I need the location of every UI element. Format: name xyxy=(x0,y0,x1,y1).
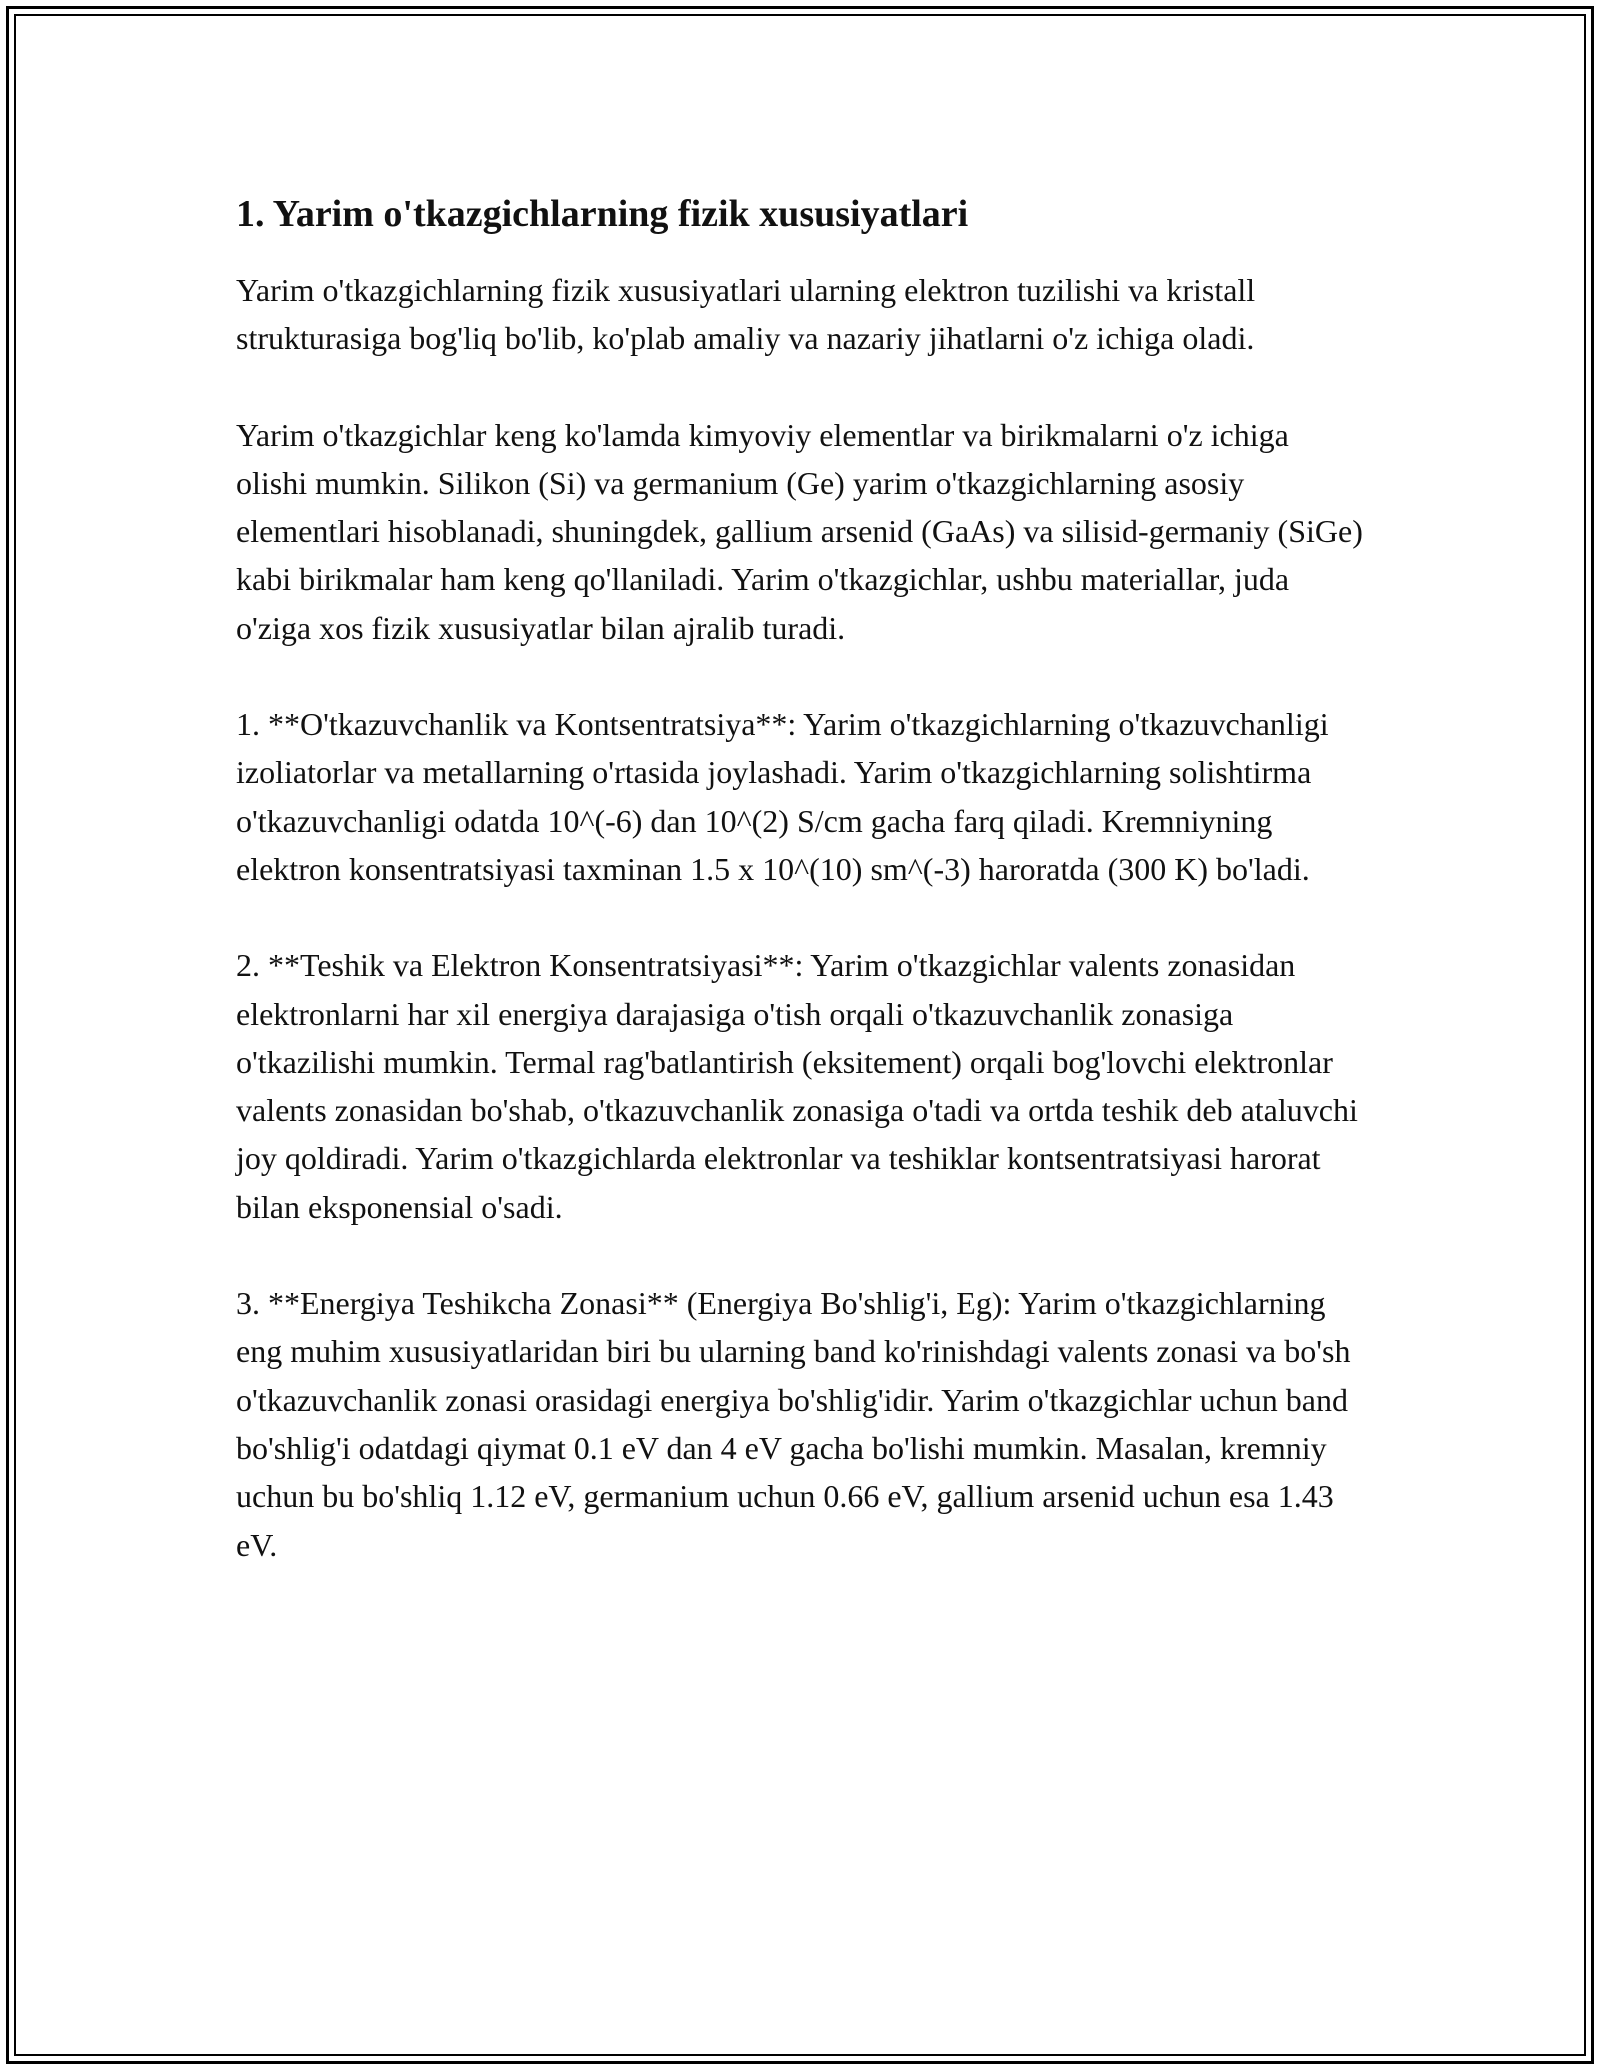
paragraph-conductivity: 1. **O'tkazuvchanlik va Kontsentratsiya**: Yarim o'tkazgichlarning o'tkazuvchanligi izoliatorlar va metallarning o'rtasida joylashadi. Yarim o'tkazgichlarning solishtirma o'tkazuvchanligi odatda 10^(-6) dan 10^(2) S/cm gacha farq qiladi. Kremniyning elektron konsentratsiyasi taxminan 1.5 x 10^(10) sm^(-3) haroratda (300 K) bo'ladi. xyxy=(236,706,1329,887)
paragraph-hole-electron: 2. **Teshik va Elektron Konsentratsiyasi**: Yarim o'tkazgichlar valents zonasidan elektronlarni har xil energiya darajasiga o'tish orqali o'tkazuvchanlik zonasiga o'tkazilishi mumkin. Termal rag'batlantirish (eksitement) orqali bog'lovchi elektronlar valents zonasidan bo'shab, o'tkazuvchanlik zonasiga o'tadi va ortda teshik deb ataluvchi joy qoldiradi. Yarim o'tkazgichlarda elektronlar va teshiklar kontsentratsiyasi harorat bilan eksponensial o'sadi. xyxy=(236,947,1358,1225)
paragraph-intro: Yarim o'tkazgichlarning fizik xususiyatlari ularning elektron tuzilishi va kristall strukturasiga bog'liq bo'lib, ko'plab amaliy va nazariy jihatlarni o'z ichiga oladi. xyxy=(236,272,1256,357)
section-heading: 1. Yarim o'tkazgichlarning fizik xususiyatlari xyxy=(236,193,969,235)
paragraph-band-gap: 3. **Energiya Teshikcha Zonasi** (Energiya Bo'shlig'i, Eg): Yarim o'tkazgichlarning eng muhim xususiyatlaridan biri bu ularning band ko'rinishdagi valents zonasi va bo'sh o'tkazuvchanlik zonasi orasidagi energiya bo'shlig'idir. Yarim o'tkazgichlar uchun band bo'shlig'i odatdagi qiymat 0.1 eV dan 4 eV gacha bo'lishi mumkin. Masalan, kremniy uchun bu bo'shliq 1.12 eV, germanium uchun 0.66 eV, gallium arsenid uchun esa 1.43 eV. xyxy=(236,1285,1351,1563)
document-body xyxy=(236,190,1366,1617)
paragraph-materials: Yarim o'tkazgichlar keng ko'lamda kimyoviy elementlar va birikmalarni o'z ichiga olishi mumkin. Silikon (Si) va germanium (Ge) yarim o'tkazgichlarning asosiy elementlari hisoblanadi, shuningdek, gallium arsenid (GaAs) va silisid-germaniy (SiGe) kabi birikmalar ham keng qo'llaniladi. Yarim o'tkazgichlar, ushbu materiallar, juda o'ziga xos fizik xususiyatlar bilan ajralib turadi. xyxy=(236,416,1363,646)
